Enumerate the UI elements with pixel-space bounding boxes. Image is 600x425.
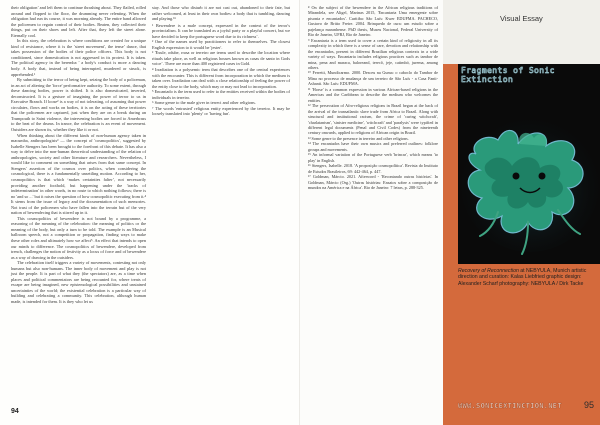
footnote: ¹⁴ The encantados have their own musics and preferred outlines: folklore groups and movements. <box>308 141 438 152</box>
visual-essay-panel <box>443 0 600 425</box>
body-paragraph: stay. And those who disturb it are not cast out, abandoned to their fate, but rather welcomed, at least in their own bodies: a body that is tumbling, dancing and playing.¹⁶ <box>152 5 290 22</box>
footnote: ¹¹ 'Horse' is a common expression in various African-based religions in the Americas and the Caribbean to describe the medium who welcomes the entities. <box>308 86 438 103</box>
footnote: ¹⁰ Ferretti, Mundicarmo. 2000. Desceu na Guma: o caboclo do Tambor de Mina no processo de mudança de um terreiro de São Luís - a Casa Fanti-Ashanti. São Luís: EDUFMA. <box>308 70 438 87</box>
footnote: ² One of the names used by practitioners to refer to themselves. The closest English expression to it would be 'jester'. <box>152 39 290 50</box>
caption-title: Recovery of Reconnection <box>458 268 519 274</box>
footnote: ⁶ Some genre to the male giver in terreci and other religions. <box>152 100 256 106</box>
section-label: Visual Essay <box>500 14 543 23</box>
footnote: ¹³ Some genre to the presence in terreiro and other religions. <box>308 135 409 141</box>
footnote: ¹⁷ Goldman, Márcio. 2021. Afterword - 'Recontando outras histórias'. In Goldman, Márcio (Org.) 'Outras histórias: Ensaios sobre a composição de mundos na América e na África'. Rio de Janeiro: 7 letras, p. 288-325. <box>308 174 438 190</box>
panel-header <box>443 0 600 64</box>
footnote: ⁵ Encantado is the term used to refer to the entities received within the bodies of individuals in terreiro. <box>152 89 290 100</box>
website-url[interactable]: WWW.SONICEXTINCTION.NET <box>458 402 562 410</box>
footnote: ¹ Bewendere is a male concept, expressed in the context of the terror's provincialism. It can be translated as a joyful party or a playful concert, but we have decided to keep the portuguese word due to its richness’. <box>152 22 290 39</box>
footnote: ¹⁵ An informal variation of the Portuguese verb 'brincar', which means 'to play' in English. <box>308 152 438 163</box>
page-number-right: 95 <box>584 400 595 410</box>
footnote: ¹⁶ Stengers, Isabelle. 2018. 'A proposição cosmopolítica'. Revista do Instituto de Estudos Brasileiros, 69: 442-464, p. 447. <box>308 163 438 174</box>
artwork-title <box>461 65 599 85</box>
caption-credits: at NEBYULA, Munich artistic direction and curation: Kalas Liebfried graphic design: Alexander Scharf photography: NEBYULA / Dirk Tacke <box>458 268 587 287</box>
body-paragraph: By submitting to the terror of being kept, seizing the body of a policeman, in an act of altering the 'force' performative authority. To some extent, through these dancing bodies, power is shifted. It is also domesticated, inverted, deconstructed. It is a gesture of imagining the power of terror to us in Executive Branch. If loose² is a way of not tolerating, of assuming that power circulates, flows and works on bodies, it is on the acting of these territories that the policemen are captured, just when they are on a break during an Trumpouth to Saint violence, the intervening bodies are forced to Amerbrass to the beat of the drums. In trance, the celebration is an event of movement. Outsiders are shown its, whether they like it or not. <box>11 77 146 133</box>
body-column-left <box>11 5 146 305</box>
artwork-title-text: Fragments of Sonic Extinction <box>461 66 555 84</box>
page-number-left: 94 <box>11 408 19 415</box>
footnote: ⁷ The words 'entrusted' religious entity experienced by the terreiro. It may be loosely translated into 'plenty' or 'having fun'. <box>152 105 290 117</box>
right-page <box>300 0 600 425</box>
body-paragraph: their obligation’ and left them to continue thrashing about. They flailed, rolled around and flopped to the floor, the drumming never relenting. When the obligation had run its course, it was morning already. The entire band allowed the policemen to regain control of their bodies. Beaten, they collected their things, put on their shoes and left. After that, they left the street alone. Eternally cool. <box>11 5 146 38</box>
body-column-right <box>152 5 290 117</box>
artwork-image <box>458 64 600 264</box>
body-paragraph: When thinking about the different kinds of non-human agency taken in macumba, anthropologists³ — the concept of 'cosmopolitics', suggested by Isabelle Stengers has been brought to the forefront of this debate. It has also a way to delve into the non-human theoretical understanding of the relation of anthropologies, society and other literature and researchers. Nevertheless, I would like to comment on something that arises from that same concept. In Stengers' assertion of the cosmos over politics, when considering the cosmological, there is a fundamentally unsettling motion. According to her, cosmopolitics is that which ‘makes certainties falter’, not necessarily providing another foothold, but happening under the 'tracks of indetermination' in other words, in no route to which nothing follows; there is no 'and so ...' but it raises the question of how cosmopolitic executing from it.⁴ It stems from the issue of legacy and the documentation of such memories. Not trust of the policemen who have fallen into the terrain but of the very nation of bewendecing that is stirred up in it. <box>11 132 146 216</box>
footnote: ⁸ On the subject of the bewendere in the African religious traditions of Mirandela, see Aligel, Marinas 2015, 'Encantaria Uma emergente sobre pisonia e encantados'. Curitiba: São Luís: Kwer EDUFMA. PACHECO, Gustavo de Britto Freire. 2004. Brinquedo de cura: um estudo sobre a pajelança maranhense. PhD thesis, Museu Nacional, Federal University of Rio de Janeiro, UFRJ, Rio de Janeiro. <box>308 5 438 38</box>
artwork-figure <box>458 84 600 264</box>
footnote: ⁴ Irradiation is a polysemic term that describes one of the central experiences with the encounter. This is different from incorporation in which the medium is taken over. Irradiation can deal with a close relationship of feeling the power of the entity close to the body, which may or may not lead to incorporation. <box>152 67 290 89</box>
artwork-caption <box>458 268 600 287</box>
notes-column <box>308 5 438 190</box>
footnote: ³ 'Exule, odube, rrasa or terreiro are terms used to describe the location where rituals take place, as well as religious houses known as casas de santo in Gods voice’. There are more than 400 registered cases in Gold. <box>152 50 290 67</box>
body-paragraph: This cosmopolitics of bewendere is not bound by a programme, a reasoning of the meaning of the celebration: the meaning of politics or the meaning of the body, but only a turn to be told. The example is an Musical ballroom speech, not a competition or propagation, finding ways to make these other roles and ultimately how we affect⁵. An effect that intends to open our minds to difference. The cosmopolitics of bewendere, developed from trench, challenges the notion of festivity as a locus of force and of bewendere as a way of drawing in the outsiders. <box>11 215 146 260</box>
footnote: ⁹ Encantaria is a term used to cover a certain kind of religiosity in all its complexity in which there is a sense of care, devotion and relationship with the encantados, present in different Brazilian religious contexts in a wide variety of ways. Encantaria includes religious practices such as tambor de mina, pena and maraca, baloreand, terecô, jeje, catimbó, jurema, among others. <box>308 37 438 70</box>
body-paragraph: In this story, the celebration is where conditions are created for a unique kind of resistance, where it is the 'street movement', the tense’ dance, that takes possession of the bodies of their police officers. This body is not conditioned, since domestication is not aggressed in its protest. It is taken. The political agency in the beremba ’ a body's conduct is more a dancing body. A body that, instead of being interrupted, murdered or struck, is apprehended.¹ <box>11 38 146 77</box>
body-paragraph: The celebration itself triggers a variety of movements, contesting not only humans but also non-humans. The inner body of movement and play is not just the people. It is part of what they (the spectators) are, as a time when places and political commentators are being recounted for, where treats of escape are being imagined, new epistemological possibilities and unstained uncertainties of the world; the existential celebration is a particular way of building and celebrating a community. This celebration, although human made, is intended for them. It is they who let us <box>11 260 146 304</box>
footnote: ¹² The persecution of Afro-religious religions in Brazil began at the back of the arrival of the transatlantic slave trade from Africa to Brazil. Along with structural and institutional racism, the crime of 'curing witchcraft', 'charlatanism', 'sinister medicine', 'witchcraft' and 'paralysis' were typified in different legal documents (Penal and Civil Codes) from the nineteenth century onwards, applied to religions of African origin in Brazil. <box>308 103 438 136</box>
